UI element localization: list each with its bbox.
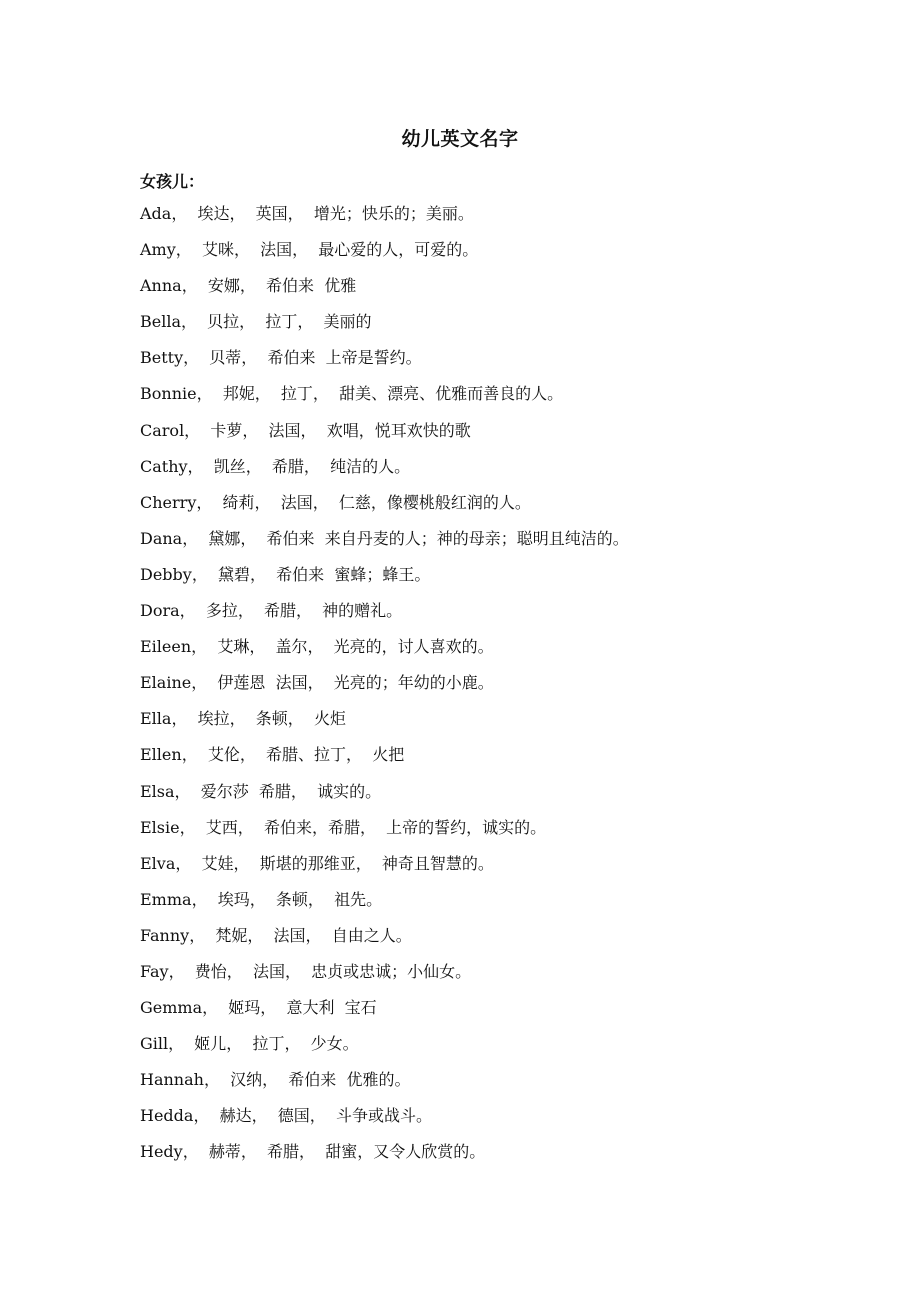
name-entry: Elsie， 艾西， 希伯来，希腊， 上帝的誓约，诚实的。	[140, 817, 547, 837]
name-entry: Debby， 黛碧， 希伯来 蜜蜂；蜂王。	[140, 564, 431, 584]
section-heading-girls: 女孩儿：	[140, 172, 205, 191]
name-entry: Bella， 贝拉， 拉丁， 美丽的	[140, 312, 372, 332]
name-entry: Dora， 多拉， 希腊， 神的赠礼。	[140, 601, 403, 621]
name-entry: Hannah， 汉纳， 希伯来 优雅的。	[140, 1070, 411, 1090]
name-entry: Ada， 埃达， 英国， 增光；快乐的；美丽。	[140, 204, 474, 223]
name-list	[140, 203, 840, 1178]
name-entry: Gill， 姬儿， 拉丁， 少女。	[140, 1034, 359, 1054]
name-entry: Dana， 黛娜， 希伯来 来自丹麦的人；神的母亲；聪明且纯洁的。	[140, 528, 629, 548]
name-entry: Fay， 费怡， 法国， 忠贞或忠诚；小仙女。	[140, 961, 472, 981]
name-entry: Amy， 艾咪， 法国， 最心爱的人，可爱的。	[140, 240, 479, 260]
name-entry: Anna， 安娜， 希伯来 优雅	[140, 276, 357, 296]
name-entry: Gemma， 姬玛， 意大利 宝石	[140, 998, 377, 1018]
name-entry: Eileen， 艾琳， 盖尔， 光亮的，讨人喜欢的。	[140, 637, 494, 657]
name-entry: Hedy， 赫蒂， 希腊， 甜蜜，又令人欣赏的。	[140, 1142, 486, 1162]
name-entry: Elva， 艾娃， 斯堪的那维亚， 神奇且智慧的。	[140, 853, 494, 873]
name-entry: Fanny， 梵妮， 法国， 自由之人。	[140, 925, 412, 945]
name-entry: Carol， 卡萝， 法国， 欢唱，悦耳欢快的歌	[140, 420, 471, 440]
name-entry: Ella， 埃拉， 条顿， 火炬	[140, 709, 346, 729]
name-entry: Ellen， 艾伦， 希腊、拉丁， 火把	[140, 745, 405, 765]
name-entry: Bonnie， 邦妮， 拉丁， 甜美、漂亮、优雅而善良的人。	[140, 384, 564, 404]
name-entry: Cherry， 绮莉， 法国， 仁慈，像樱桃般红润的人。	[140, 492, 531, 512]
name-entry: Emma， 埃玛， 条顿， 祖先。	[140, 889, 383, 909]
name-entry: Elsa， 爱尔莎 希腊， 诚实的。	[140, 781, 382, 801]
name-entry: Betty， 贝蒂， 希伯来 上帝是誓约。	[140, 348, 422, 368]
name-entry: Cathy， 凯丝， 希腊， 纯洁的人。	[140, 456, 411, 476]
name-entry: Elaine， 伊莲恩 法国， 光亮的；年幼的小鹿。	[140, 673, 494, 693]
name-entry: Hedda， 赫达， 德国， 斗争或战斗。	[140, 1106, 432, 1126]
page-title: 幼儿英文名字	[401, 128, 519, 150]
